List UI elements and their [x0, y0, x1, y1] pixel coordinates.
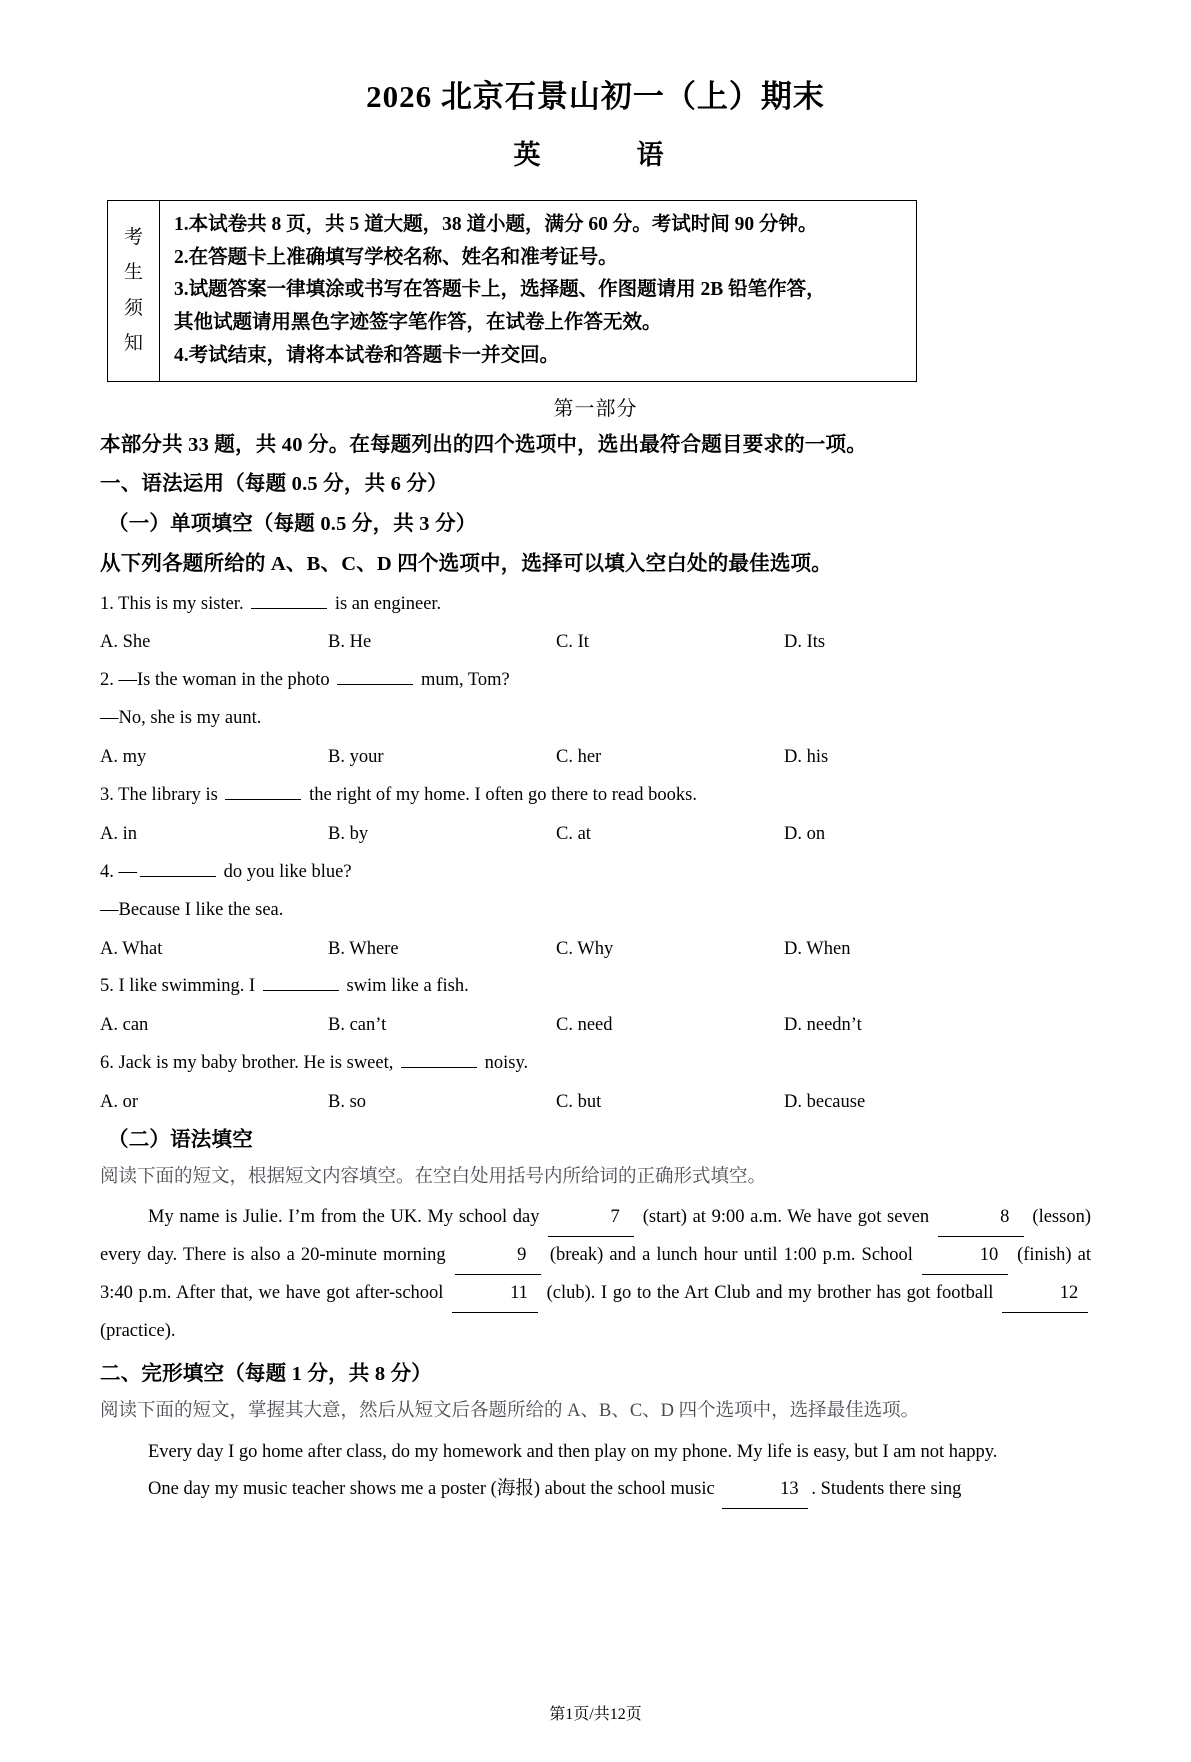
part-one-instruction: 本部分共 33 题，共 40 分。在每题列出的四个选项中，选出最符合题目要求的一项。 — [100, 433, 867, 456]
question-stem-pre: 5. I like swimming. I — [100, 976, 256, 997]
section-one-a-heading: （一）单项填空（每题 0.5 分，共 3 分） — [108, 513, 477, 535]
option-a[interactable]: A. my — [100, 747, 147, 768]
option-b[interactable]: B. by — [328, 823, 369, 844]
numbered-blank-12[interactable]: 12 — [1002, 1275, 1088, 1313]
option-row — [100, 1013, 1091, 1039]
option-d[interactable]: D. because — [784, 1092, 866, 1113]
passage-paragraph — [100, 1471, 1091, 1509]
option-row — [100, 1090, 1091, 1116]
option-b[interactable]: B. your — [328, 747, 384, 768]
passage-text: (club). I go to the Art Club and my brother has got football — [541, 1283, 1000, 1304]
passage-text: (start) at 9:00 a.m. We have got seven — [637, 1207, 935, 1228]
notice-line: 3.试题答案一律填涂或书写在答题卡上，选择题、作图题请用 2B 铅笔作答， — [174, 279, 826, 301]
passage-paragraph: Every day I go home after class, do my homework and then play on my phone. My life is easy, but I am not happy. — [148, 1441, 998, 1462]
section-one-b-heading: （二）语法填空 — [108, 1128, 253, 1151]
notice-label-char-4: 知 — [123, 332, 143, 354]
option-c[interactable]: C. Why — [556, 938, 614, 959]
option-a[interactable]: A. What — [100, 938, 163, 959]
passage-text: My name is Julie. I’m from the UK. My school day — [148, 1207, 546, 1228]
question-stem-pre: 6. Jack is my baby brother. He is sweet, — [100, 1053, 394, 1074]
section-one-b-instruction: 阅读下面的短文，根据短文内容填空。在空白处用括号内所给词的正确形式填空。 — [100, 1166, 767, 1187]
passage-text: One day my music teacher shows me a poster (海报) about the school music — [148, 1478, 720, 1499]
option-b[interactable]: B. so — [328, 1092, 367, 1113]
question-stem — [100, 974, 1091, 1000]
exam-page — [0, 78, 1191, 1762]
numbered-blank-9[interactable]: 9 — [455, 1237, 541, 1275]
option-row — [100, 937, 1091, 963]
answer-blank[interactable] — [337, 684, 413, 685]
question-stem-post: the right of my home. I often go there to read books. — [309, 784, 697, 805]
question-stem-post: is an engineer. — [334, 593, 442, 614]
notice-label-char-3: 须 — [123, 297, 143, 319]
numbered-blank-13[interactable]: 13 — [722, 1471, 808, 1509]
notice-label-char-1: 考 — [123, 227, 143, 249]
notice-label-char-2: 生 — [123, 262, 143, 284]
option-a[interactable]: A. She — [100, 632, 151, 653]
notice-body — [160, 201, 916, 381]
question-stem-post: swim like a fish. — [346, 976, 469, 997]
question-stem-second-line: —No, she is my aunt. — [100, 708, 262, 729]
option-a[interactable]: A. can — [100, 1015, 149, 1036]
question-stem-pre: 3. The library is — [100, 784, 218, 805]
candidate-notice-box — [107, 200, 917, 382]
question-stem-pre: 4. — — [100, 861, 137, 882]
option-a[interactable]: A. in — [100, 823, 137, 844]
option-row — [100, 822, 1091, 848]
answer-blank[interactable] — [251, 608, 327, 609]
grammar-fill-passage — [100, 1199, 1091, 1350]
section-one-heading: 一、语法运用（每题 0.5 分，共 6 分） — [100, 473, 448, 496]
page-footer: 第1页/共12页 — [549, 1706, 642, 1723]
question-stem-post: mum, Tom? — [420, 670, 510, 691]
option-row — [100, 630, 1091, 656]
option-c[interactable]: C. at — [556, 823, 591, 844]
option-b[interactable]: B. can’t — [328, 1015, 387, 1036]
option-c[interactable]: C. It — [556, 632, 589, 653]
question-stem-second-line: —Because I like the sea. — [100, 899, 284, 920]
cloze-passage — [100, 1434, 1091, 1509]
option-b[interactable]: B. He — [328, 632, 372, 653]
section-one-a-instruction: 从下列各题所给的 A、B、C、D 四个选项中，选择可以填入空白处的最佳选项。 — [100, 552, 832, 575]
question-stem-pre: 2. —Is the woman in the photo — [100, 670, 330, 691]
question-stem — [100, 592, 1091, 618]
option-b[interactable]: B. Where — [328, 938, 399, 959]
notice-line: 4.考试结束，请将本试卷和答题卡一并交回。 — [174, 344, 560, 366]
option-d[interactable]: D. Its — [784, 632, 826, 653]
section-two-instruction: 阅读下面的短文，掌握其大意，然后从短文后各题所给的 A、B、C、D 四个选项中，选择最佳选项。 — [100, 1401, 920, 1422]
notice-line: 其他试题请用黑色字迹签字笔作答，在试卷上作答无效。 — [174, 312, 662, 333]
page-title: 2026 北京石景山初一（上）期末 — [366, 79, 825, 114]
option-a[interactable]: A. or — [100, 1092, 139, 1113]
question-stem-post: noisy. — [484, 1053, 529, 1074]
question-stem-pre: 1. This is my sister. — [100, 593, 244, 614]
passage-text: . Students there sing — [811, 1478, 962, 1499]
passage-text: (practice). — [100, 1321, 176, 1342]
question-stem — [100, 1051, 1091, 1077]
passage-text: (break) and a lunch hour until 1:00 p.m. School — [543, 1245, 920, 1266]
numbered-blank-8[interactable]: 8 — [938, 1199, 1024, 1237]
option-d[interactable]: D. When — [784, 938, 851, 959]
answer-blank[interactable] — [225, 799, 301, 800]
notice-label — [108, 201, 160, 381]
option-c[interactable]: C. need — [556, 1015, 613, 1036]
answer-blank[interactable] — [401, 1067, 477, 1068]
answer-blank[interactable] — [263, 990, 339, 991]
option-d[interactable]: D. needn’t — [784, 1015, 862, 1036]
option-c[interactable]: C. but — [556, 1092, 602, 1113]
question-stem — [100, 783, 1091, 809]
section-two-heading: 二、完形填空（每题 1 分，共 8 分） — [100, 1363, 432, 1386]
passage-paragraph — [100, 1199, 1091, 1350]
answer-blank[interactable] — [140, 876, 216, 877]
part-one-title: 第一部分 — [553, 397, 638, 420]
subject-title: 英 语 — [513, 139, 678, 170]
question-stem — [100, 668, 1091, 694]
question-stem — [100, 860, 1091, 886]
passage-text: (finish) at 3:40 p.m. After that, we have got after-school — [100, 1245, 1091, 1304]
passage-text: (lesson) every day. There is also a 20-minute morning — [100, 1207, 1091, 1266]
option-d[interactable]: D. his — [784, 747, 829, 768]
numbered-blank-7[interactable]: 7 — [548, 1199, 634, 1237]
notice-line: 2.在答题卡上准确填写学校名称、姓名和准考证号。 — [174, 246, 618, 268]
question-stem-post: do you like blue? — [223, 861, 352, 882]
option-d[interactable]: D. on — [784, 823, 826, 844]
notice-line: 1.本试卷共 8 页，共 5 道大题，38 道小题，满分 60 分。考试时间 90 分钟。 — [174, 213, 818, 235]
option-c[interactable]: C. her — [556, 747, 602, 768]
numbered-blank-11[interactable]: 11 — [452, 1275, 538, 1313]
numbered-blank-10[interactable]: 10 — [922, 1237, 1008, 1275]
option-row — [100, 745, 1091, 771]
